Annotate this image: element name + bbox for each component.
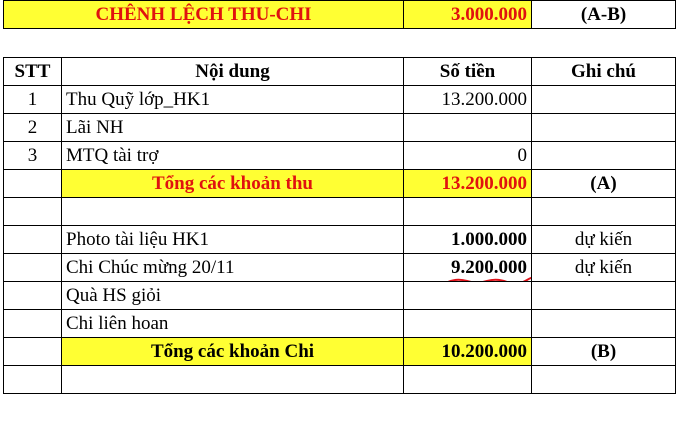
- row-stt: [4, 254, 62, 282]
- expense-total-amount: 10.200.000: [404, 338, 532, 366]
- summary-amount: 3.000.000: [404, 1, 532, 29]
- header-note: Ghi chú: [532, 58, 676, 86]
- empty-cell: [532, 198, 676, 226]
- row-stt: [4, 226, 62, 254]
- empty-row: [4, 366, 676, 394]
- income-total-note: (A): [532, 170, 676, 198]
- row-note: [532, 86, 676, 114]
- red-underline-annotation-icon: [447, 276, 532, 282]
- expense-total-row: [4, 338, 676, 366]
- empty-cell: [62, 366, 404, 394]
- budget-table: [3, 57, 676, 394]
- row-content: Quà HS giỏi: [62, 282, 404, 310]
- table-row: [4, 254, 676, 282]
- header-row: [4, 58, 676, 86]
- empty-cell: [404, 198, 532, 226]
- row-note: [532, 310, 676, 338]
- row-amount: [404, 114, 532, 142]
- row-amount: 13.200.000: [404, 86, 532, 114]
- table-row: [4, 310, 676, 338]
- row-content: MTQ tài trợ: [62, 142, 404, 170]
- row-content: Chi liên hoan: [62, 310, 404, 338]
- summary-table: [3, 0, 676, 29]
- row-note: dự kiến: [532, 226, 676, 254]
- row-content: Lãi NH: [62, 114, 404, 142]
- header-amount: Số tiền: [404, 58, 532, 86]
- empty-cell: [404, 366, 532, 394]
- table-row: [4, 142, 676, 170]
- table-row: [4, 114, 676, 142]
- row-stt: [4, 310, 62, 338]
- amount-text: 9.200.000: [451, 256, 527, 278]
- summary-row: [4, 1, 676, 29]
- row-note: dự kiến: [532, 254, 676, 282]
- income-total-row: [4, 170, 676, 198]
- summary-note: (A-B): [532, 1, 676, 29]
- row-note: [532, 114, 676, 142]
- summary-label: CHÊNH LỆCH THU-CHI: [4, 1, 404, 29]
- empty-cell: [532, 366, 676, 394]
- expense-total-label: Tổng các khoản Chi: [62, 338, 404, 366]
- row-amount-highlighted: [404, 254, 532, 282]
- table-row: [4, 226, 676, 254]
- amount-with-annotation: [451, 257, 527, 279]
- row-amount: 0: [404, 142, 532, 170]
- income-total-amount: 13.200.000: [404, 170, 532, 198]
- table-row: [4, 86, 676, 114]
- income-total-stt: [4, 170, 62, 198]
- row-note: [532, 282, 676, 310]
- row-amount: [404, 310, 532, 338]
- row-stt: 1: [4, 86, 62, 114]
- row-note: [532, 142, 676, 170]
- table-row: [4, 282, 676, 310]
- empty-row: [4, 198, 676, 226]
- expense-total-note: (B): [532, 338, 676, 366]
- empty-cell: [4, 198, 62, 226]
- row-stt: 2: [4, 114, 62, 142]
- expense-total-stt: [4, 338, 62, 366]
- row-content: Photo tài liệu HK1: [62, 226, 404, 254]
- header-content: Nội dung: [62, 58, 404, 86]
- row-stt: [4, 282, 62, 310]
- row-amount: 1.000.000: [404, 226, 532, 254]
- header-stt: STT: [4, 58, 62, 86]
- row-amount: [404, 282, 532, 310]
- empty-cell: [62, 198, 404, 226]
- empty-cell: [4, 366, 62, 394]
- row-content: Thu Quỹ lớp_HK1: [62, 86, 404, 114]
- row-content: Chi Chúc mừng 20/11: [62, 254, 404, 282]
- income-total-label: Tổng các khoản thu: [62, 170, 404, 198]
- row-stt: 3: [4, 142, 62, 170]
